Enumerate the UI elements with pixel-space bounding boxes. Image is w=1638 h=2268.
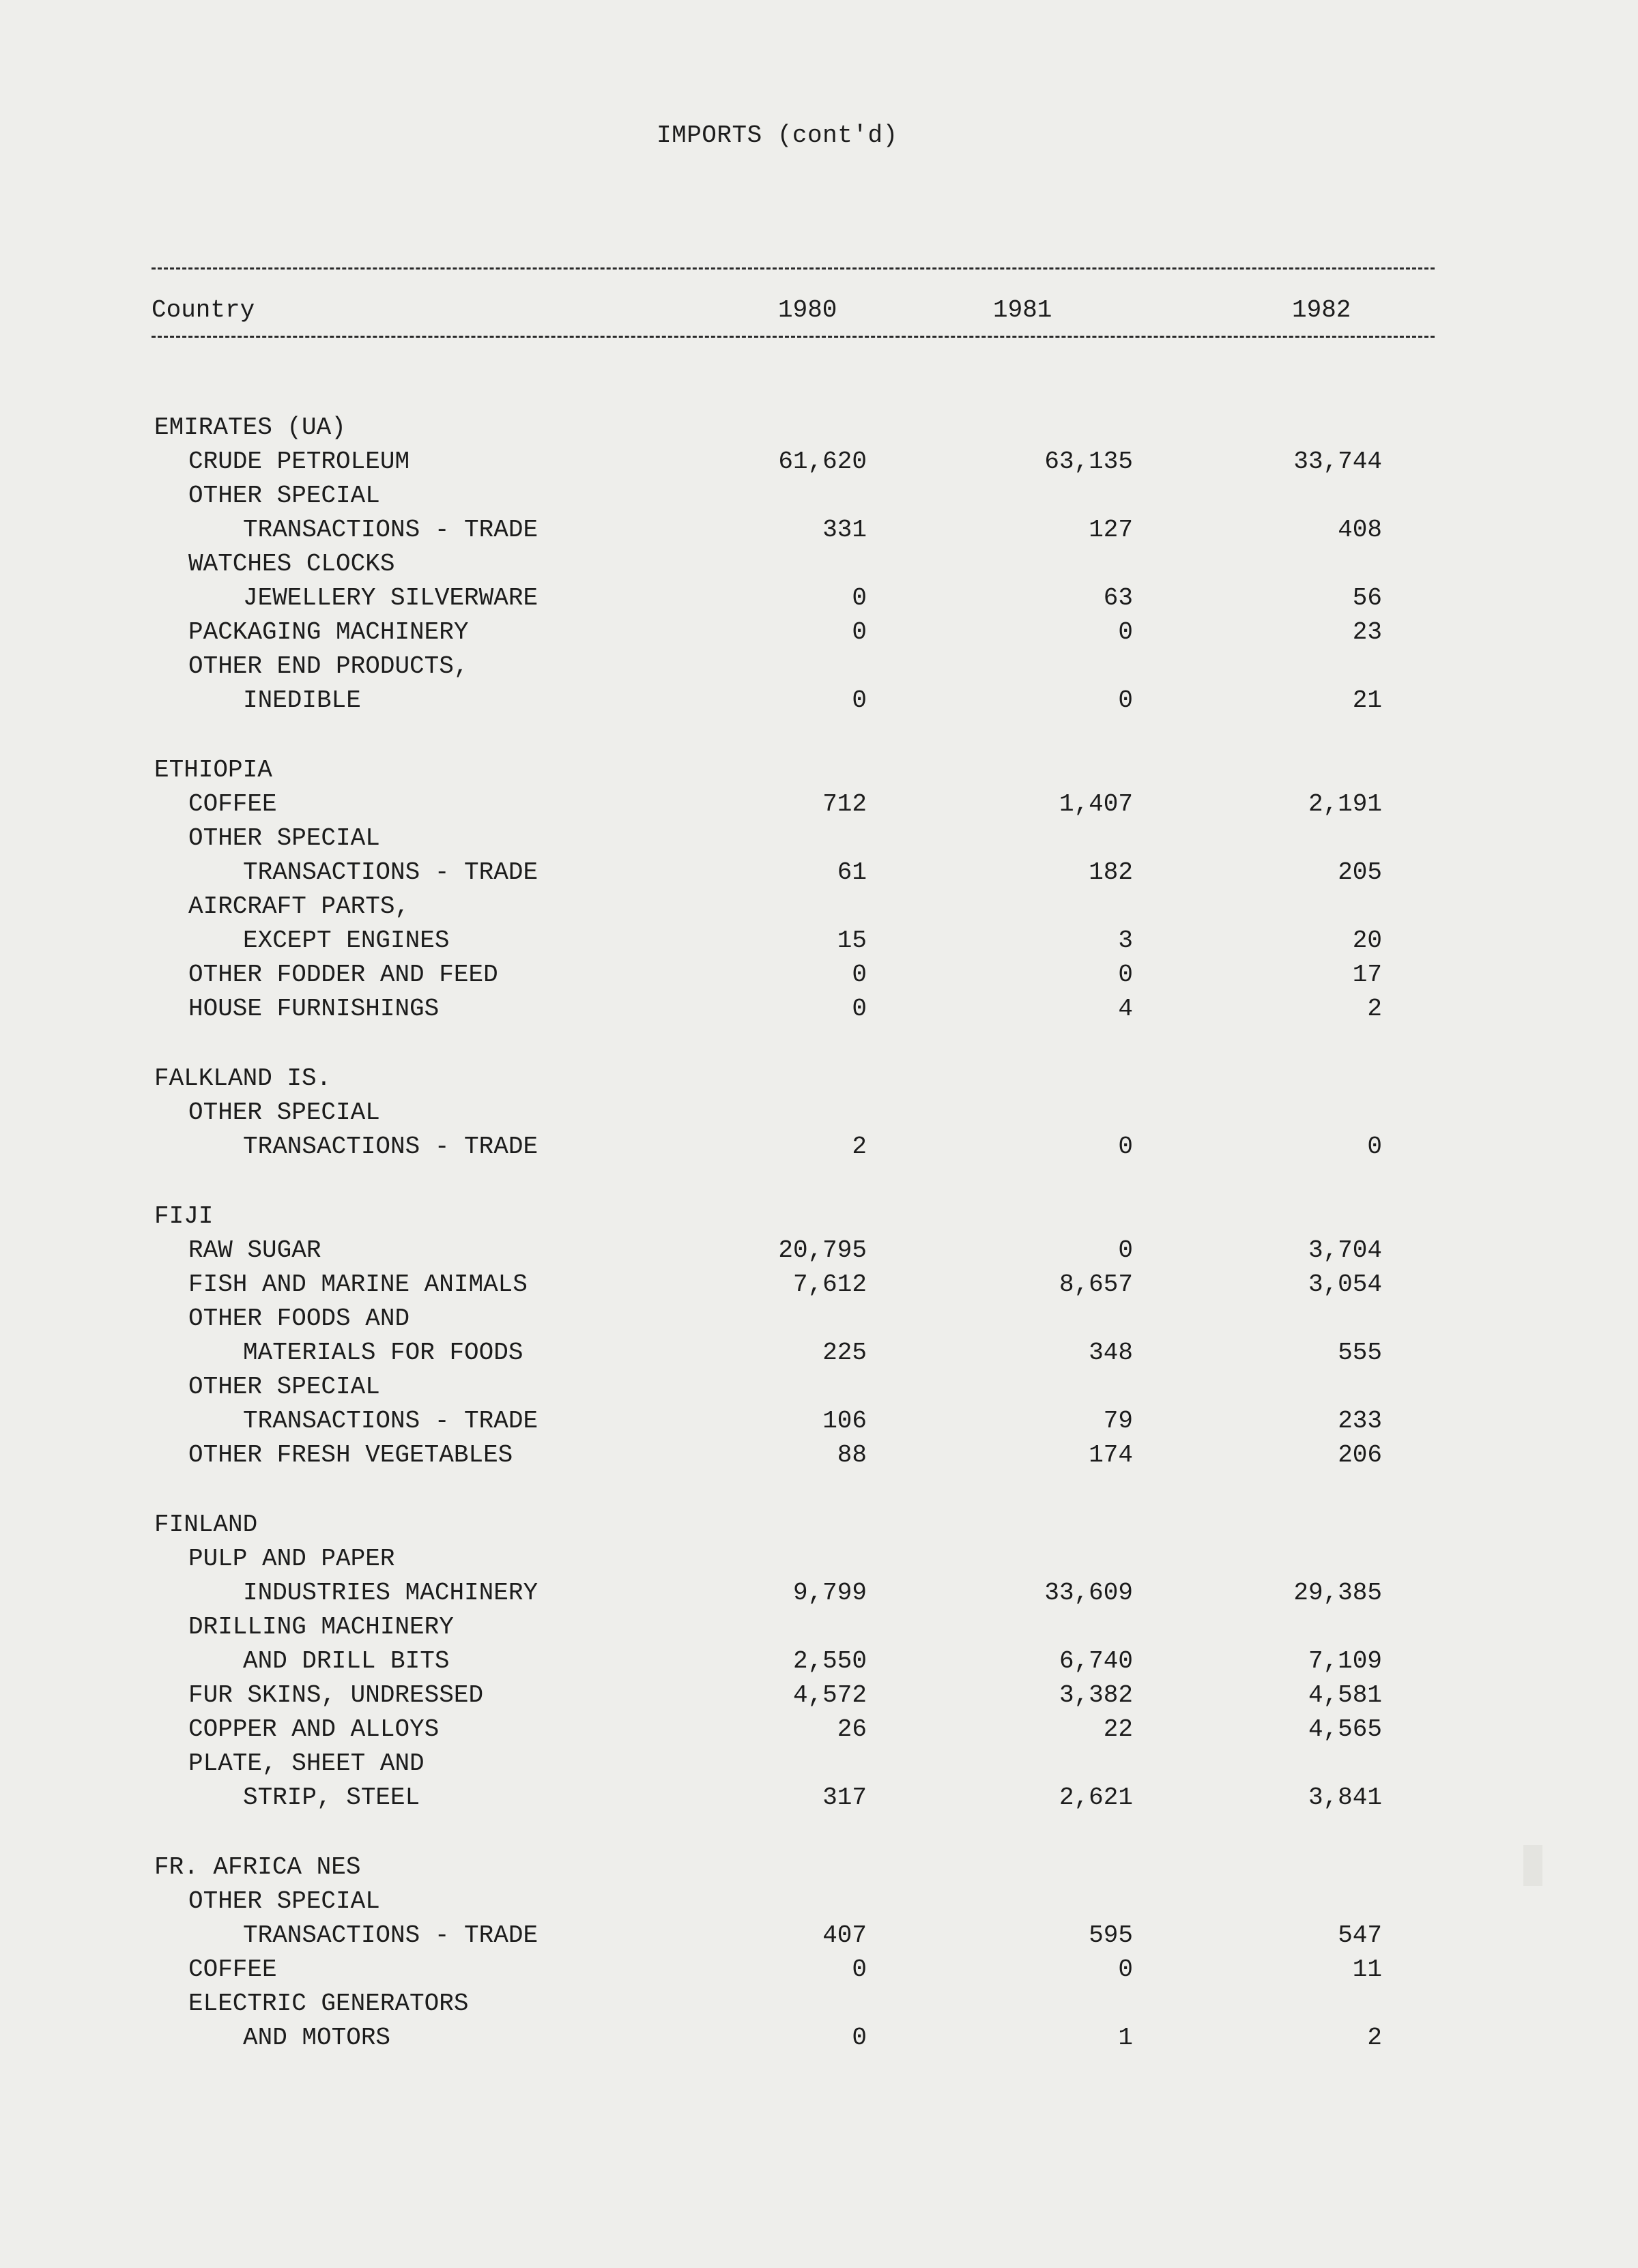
value-1982: 3,841 (1308, 1784, 1382, 1812)
value-1980: 20,795 (778, 1236, 867, 1264)
value-1982: 4,565 (1308, 1715, 1382, 1743)
commodity-row (0, 1678, 1638, 1713)
commodity-label: WATCHES CLOCKS (188, 550, 395, 578)
value-1980: 15 (837, 927, 867, 955)
value-1980: 225 (822, 1339, 867, 1367)
commodity-row (0, 1713, 1638, 1747)
value-1982: 33,744 (1293, 448, 1382, 476)
value-1982: 205 (1338, 858, 1382, 886)
value-1981: 3,382 (1059, 1681, 1133, 1709)
commodity-label: RAW SUGAR (188, 1236, 321, 1264)
country-name: FIJI (154, 1202, 214, 1230)
commodity-label: COFFEE (188, 790, 277, 818)
page-title: IMPORTS (cont'd) (657, 121, 898, 149)
value-1982: 3,054 (1308, 1270, 1382, 1298)
country-name: FINLAND (154, 1511, 258, 1539)
value-1982: 20 (1352, 927, 1382, 955)
top-divider (152, 267, 1435, 270)
value-1981: 1,407 (1059, 790, 1133, 818)
commodity-row (0, 890, 1638, 924)
value-1981: 1 (1118, 2024, 1133, 2052)
commodity-label: MATERIALS FOR FOODS (243, 1339, 523, 1367)
value-1980: 26 (837, 1715, 867, 1743)
value-1982: 547 (1338, 1921, 1382, 1949)
value-1981: 0 (1118, 961, 1133, 989)
section-gap (0, 1815, 1638, 1850)
commodity-row (0, 1953, 1638, 1987)
value-1980: 0 (852, 618, 867, 646)
header-1980: 1980 (778, 296, 837, 324)
country-name: FALKLAND IS. (154, 1064, 332, 1092)
value-1980: 0 (852, 584, 867, 612)
commodity-row (0, 1987, 1638, 2021)
commodity-row (0, 1438, 1638, 1472)
value-1980: 0 (852, 2024, 867, 2052)
country-section (0, 1508, 1638, 1815)
value-1981: 3 (1118, 927, 1133, 955)
country-row (0, 1508, 1638, 1542)
value-1981: 0 (1118, 1956, 1133, 1983)
commodity-continuation-row (0, 1576, 1638, 1610)
section-gap (0, 718, 1638, 753)
commodity-label: DRILLING MACHINERY (188, 1613, 454, 1641)
commodity-continuation-row (0, 1919, 1638, 1953)
commodity-row (0, 1747, 1638, 1781)
commodity-label: TRANSACTIONS - TRADE (243, 1133, 538, 1161)
commodity-label: FUR SKINS, UNDRESSED (188, 1681, 484, 1709)
section-gap (0, 1164, 1638, 1200)
value-1980: 2,550 (792, 1647, 867, 1675)
commodity-label: TRANSACTIONS - TRADE (243, 1407, 538, 1435)
commodity-row (0, 1542, 1638, 1576)
value-1982: 2,191 (1308, 790, 1382, 818)
commodity-label: OTHER END PRODUCTS, (188, 652, 469, 680)
value-1980: 331 (822, 516, 867, 544)
commodity-row (0, 650, 1638, 684)
commodity-row (0, 1268, 1638, 1302)
commodity-label: INEDIBLE (243, 686, 361, 714)
country-row (0, 411, 1638, 445)
country-section (0, 1850, 1638, 2055)
header-divider (152, 336, 1435, 338)
commodity-label: JEWELLERY SILVERWARE (243, 584, 538, 612)
value-1980: 317 (822, 1784, 867, 1812)
commodity-label: PACKAGING MACHINERY (188, 618, 469, 646)
value-1980: 88 (837, 1441, 867, 1469)
commodity-label: OTHER FOODS AND (188, 1305, 410, 1333)
commodity-row (0, 787, 1638, 822)
value-1981: 33,609 (1044, 1579, 1133, 1607)
value-1980: 106 (822, 1407, 867, 1435)
header-country: Country (152, 296, 255, 324)
commodity-continuation-row (0, 1781, 1638, 1815)
commodity-label: FISH AND MARINE ANIMALS (188, 1270, 528, 1298)
commodity-label: EXCEPT ENGINES (243, 927, 450, 955)
commodity-row (0, 479, 1638, 513)
value-1982: 11 (1352, 1956, 1382, 1983)
country-section (0, 411, 1638, 718)
value-1982: 56 (1352, 584, 1382, 612)
commodity-label: OTHER SPECIAL (188, 1887, 380, 1915)
commodity-row (0, 1370, 1638, 1404)
section-gap (0, 1472, 1638, 1508)
country-row (0, 1062, 1638, 1096)
commodity-label: COPPER AND ALLOYS (188, 1715, 440, 1743)
commodity-row (0, 1302, 1638, 1336)
country-section (0, 1062, 1638, 1164)
commodity-continuation-row (0, 2021, 1638, 2055)
value-1981: 63 (1103, 584, 1133, 612)
commodity-row (0, 992, 1638, 1026)
commodity-continuation-row (0, 856, 1638, 890)
value-1982: 3,704 (1308, 1236, 1382, 1264)
value-1982: 2 (1367, 995, 1382, 1023)
commodity-label: ELECTRIC GENERATORS (188, 1990, 469, 2018)
value-1982: 0 (1367, 1133, 1382, 1161)
value-1981: 348 (1089, 1339, 1133, 1367)
value-1981: 0 (1118, 618, 1133, 646)
commodity-row (0, 1234, 1638, 1268)
commodity-continuation-row (0, 1404, 1638, 1438)
header-1982: 1982 (1292, 296, 1351, 324)
commodity-label: CRUDE PETROLEUM (188, 448, 410, 476)
commodity-label: OTHER SPECIAL (188, 1373, 380, 1401)
value-1982: 233 (1338, 1407, 1382, 1435)
country-section (0, 753, 1638, 1026)
value-1981: 8,657 (1059, 1270, 1133, 1298)
value-1981: 6,740 (1059, 1647, 1133, 1675)
bleed-through-mark (1523, 1845, 1542, 1886)
value-1981: 22 (1103, 1715, 1133, 1743)
country-name: EMIRATES (UA) (154, 413, 346, 441)
value-1981: 0 (1118, 1133, 1133, 1161)
value-1980: 0 (852, 961, 867, 989)
commodity-row (0, 547, 1638, 581)
commodity-label: AND DRILL BITS (243, 1647, 450, 1675)
commodity-label: COFFEE (188, 1956, 277, 1983)
value-1980: 61 (837, 858, 867, 886)
value-1980: 0 (852, 686, 867, 714)
value-1980: 2 (852, 1133, 867, 1161)
value-1980: 407 (822, 1921, 867, 1949)
value-1980: 4,572 (792, 1681, 867, 1709)
value-1980: 0 (852, 995, 867, 1023)
country-name: ETHIOPIA (154, 756, 272, 784)
commodity-label: STRIP, STEEL (243, 1784, 420, 1812)
commodity-continuation-row (0, 1336, 1638, 1370)
section-gap (0, 1026, 1638, 1062)
commodity-continuation-row (0, 1130, 1638, 1164)
commodity-continuation-row (0, 684, 1638, 718)
commodity-label: HOUSE FURNISHINGS (188, 995, 440, 1023)
commodity-label: PLATE, SHEET AND (188, 1749, 425, 1777)
country-name: FR. AFRICA NES (154, 1853, 361, 1881)
value-1980: 61,620 (778, 448, 867, 476)
value-1982: 17 (1352, 961, 1382, 989)
value-1981: 79 (1103, 1407, 1133, 1435)
value-1980: 9,799 (792, 1579, 867, 1607)
value-1981: 4 (1118, 995, 1133, 1023)
value-1981: 2,621 (1059, 1784, 1133, 1812)
commodity-row (0, 1096, 1638, 1130)
commodity-label: PULP AND PAPER (188, 1545, 395, 1573)
value-1982: 4,581 (1308, 1681, 1382, 1709)
value-1980: 0 (852, 1956, 867, 1983)
country-row (0, 753, 1638, 787)
value-1980: 7,612 (792, 1270, 867, 1298)
value-1982: 555 (1338, 1339, 1382, 1367)
commodity-label: TRANSACTIONS - TRADE (243, 1921, 538, 1949)
value-1982: 206 (1338, 1441, 1382, 1469)
commodity-label: AIRCRAFT PARTS, (188, 892, 410, 920)
country-section (0, 1200, 1638, 1472)
commodity-label: OTHER SPECIAL (188, 482, 380, 510)
value-1981: 0 (1118, 1236, 1133, 1264)
country-row (0, 1200, 1638, 1234)
commodity-row (0, 1610, 1638, 1644)
value-1982: 408 (1338, 516, 1382, 544)
commodity-continuation-row (0, 513, 1638, 547)
commodity-continuation-row (0, 924, 1638, 958)
commodity-label: INDUSTRIES MACHINERY (243, 1579, 538, 1607)
commodity-label: TRANSACTIONS - TRADE (243, 858, 538, 886)
commodity-row (0, 958, 1638, 992)
commodity-row (0, 1885, 1638, 1919)
value-1982: 7,109 (1308, 1647, 1382, 1675)
value-1981: 182 (1089, 858, 1133, 886)
value-1982: 2 (1367, 2024, 1382, 2052)
commodity-row (0, 822, 1638, 856)
commodity-label: TRANSACTIONS - TRADE (243, 516, 538, 544)
value-1981: 595 (1089, 1921, 1133, 1949)
commodity-continuation-row (0, 581, 1638, 615)
commodity-row (0, 615, 1638, 650)
commodity-label: OTHER SPECIAL (188, 824, 380, 852)
commodity-label: AND MOTORS (243, 2024, 391, 2052)
commodity-row (0, 445, 1638, 479)
header-1981: 1981 (993, 296, 1052, 324)
commodity-label: OTHER SPECIAL (188, 1099, 380, 1126)
value-1981: 174 (1089, 1441, 1133, 1469)
commodity-continuation-row (0, 1644, 1638, 1678)
imports-table (0, 411, 1638, 2055)
value-1981: 63,135 (1044, 448, 1133, 476)
value-1981: 127 (1089, 516, 1133, 544)
commodity-label: OTHER FRESH VEGETABLES (188, 1441, 513, 1469)
value-1981: 0 (1118, 686, 1133, 714)
value-1982: 29,385 (1293, 1579, 1382, 1607)
value-1982: 23 (1352, 618, 1382, 646)
value-1980: 712 (822, 790, 867, 818)
value-1982: 21 (1352, 686, 1382, 714)
country-row (0, 1850, 1638, 1885)
commodity-label: OTHER FODDER AND FEED (188, 961, 498, 989)
